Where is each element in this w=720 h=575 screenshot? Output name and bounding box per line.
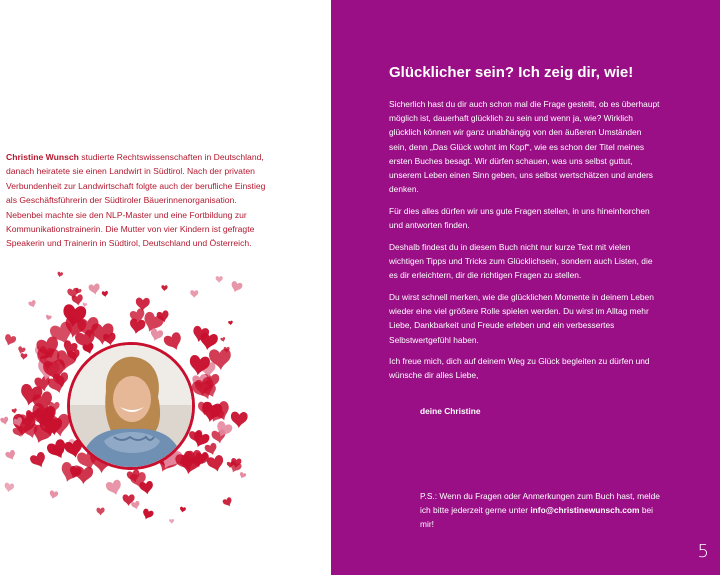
heart-icon — [96, 508, 104, 516]
author-bio-text: studierte Rechtswissenschaften in Deutschland, danach heiratete sie einen Landwirt in Südtirol. Nach der privaten Verbundenheit zur Landwirtschaft folgte auch der berufliche Einstieg als Geschäftsführerin der Südtiroler Bäuerinnenorganisation. Nebenbei machte sie den NLP-Master und eine Fortbildung zur Kommunikationstrainerin. Die Mutter von vier Kindern ist gefragte Speakerin und Trainerin in Südtirol, Deutschland und Österreich. — [6, 152, 266, 249]
heart-icon — [102, 291, 109, 298]
postscript — [420, 489, 660, 532]
heart-icon — [5, 449, 17, 461]
heart-icon — [169, 519, 174, 524]
heart-icon — [206, 454, 226, 473]
author-portrait — [70, 345, 192, 467]
heart-icon — [216, 276, 223, 283]
email-link[interactable]: info@christinewunsch.com — [530, 505, 640, 516]
heart-icon — [29, 451, 49, 471]
heart-icon — [4, 482, 15, 493]
paragraph: Für dies alles dürfen wir uns gute Fragen stellen, in uns hineinhorchen und antworten finden. — [389, 205, 650, 231]
heart-icon — [0, 416, 10, 426]
paragraph: Sicherlich hast du dir auch schon mal die Frage gestellt, ob es überhaupt möglich ist, dauerhaft glücklich zu sein und wenn ja, wie? Wirklich glücklich können wir ganz unabhängig von den äußeren Umständen sein, denn „Das Glück wohnt im Kopf“, wie es schon der Titel meines ersten Buches besagt. Wir dürfen schauen, was uns selbst guttut, unserem Leben einen Sinn geben, uns selbst wertschätzen und anders denken. — [389, 99, 660, 195]
ps-end: bei mir! — [420, 505, 654, 530]
heart-icon — [141, 508, 155, 521]
heart-icon — [161, 285, 168, 291]
heart-icon — [57, 271, 64, 277]
heart-icon — [20, 353, 27, 360]
heart-icon — [239, 472, 247, 480]
heart-icon — [222, 496, 234, 508]
ps-text: P.S.: Wenn du Fragen oder Anmerkungen zum Buch hast, melde ich bitte jederzeit gerne unter — [420, 491, 660, 516]
heart-icon — [228, 321, 233, 326]
paragraph: Ich freue mich, dich auf deinem Weg zu Glück begleiten zu dürfen und wünsche dir alles Liebe, — [389, 356, 650, 381]
heart-icon — [139, 481, 154, 496]
heart-icon — [3, 333, 17, 347]
heart-icon — [58, 461, 83, 485]
right-page — [331, 0, 720, 575]
heart-icon — [11, 408, 17, 414]
heart-icon — [231, 412, 248, 429]
paragraph: Deshalb findest du in diesem Buch nicht nur kurze Text mit vielen wichtigen Tipps und Tricks zum Glücklichsein, sondern auch Listen, die es dir erleichtern, dir die richtigen Fragen zu stellen. — [389, 241, 653, 281]
heart-icon — [88, 283, 101, 295]
heart-icon — [136, 297, 150, 311]
heart-icon — [45, 314, 52, 321]
signature: deine Christine — [420, 406, 481, 416]
heart-icon — [163, 331, 185, 353]
foreword-body — [389, 97, 661, 390]
left-page — [0, 0, 331, 575]
heart-icon — [49, 490, 59, 500]
heart-icon — [229, 280, 243, 293]
heart-icon — [28, 300, 37, 309]
heart-icon — [105, 479, 124, 497]
author-bio — [6, 150, 268, 251]
heart-icon — [131, 500, 141, 510]
portrait-photo-icon — [70, 345, 192, 467]
heart-icon — [220, 337, 226, 343]
author-name: Christine Wunsch — [6, 152, 79, 162]
page-title: Glücklicher sein? Ich zeig dir, wie! — [389, 64, 634, 81]
page-number: 5 — [697, 541, 709, 562]
heart-icon — [179, 506, 186, 513]
paragraph: Du wirst schnell merken, wie die glücklichen Momente in deinem Leben wieder eine viel größere Rolle spielen werden. Du wirst im Alltag mehr Liebe, Dankbarkeit und Freude erleben und ein verbessertes Selbstwertgefühl haben. — [389, 291, 654, 345]
heart-icon — [190, 290, 198, 298]
